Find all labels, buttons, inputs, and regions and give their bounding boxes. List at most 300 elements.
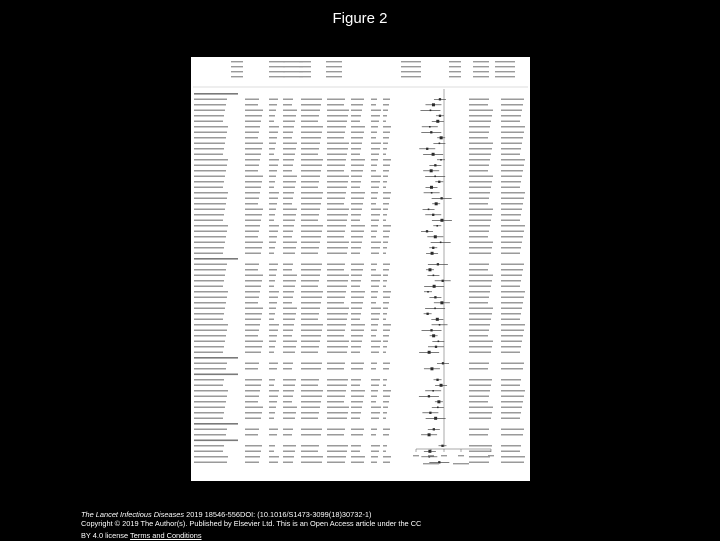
cell-text-blur <box>269 401 277 403</box>
cell-text-blur <box>301 291 323 293</box>
cell-text-blur <box>469 181 492 183</box>
cell-text-blur <box>383 253 386 255</box>
cell-text-blur <box>301 143 320 145</box>
estimate-marker <box>432 390 434 392</box>
cell-text-blur <box>469 319 491 321</box>
cell-text-blur <box>269 368 277 370</box>
cell-text-blur <box>269 390 279 392</box>
cell-text-blur <box>283 341 297 343</box>
cell-text-blur <box>383 341 388 343</box>
cell-text-blur <box>383 165 390 167</box>
cell-text-blur <box>351 330 364 332</box>
cell-text-blur <box>469 456 490 458</box>
cell-text-blur <box>469 104 488 106</box>
cell-text-blur <box>194 203 226 205</box>
cell-text-blur <box>283 407 297 409</box>
cell-text-blur <box>194 462 227 464</box>
cell-text-blur <box>351 198 364 200</box>
cell-text-blur <box>269 148 275 150</box>
cell-text-blur <box>269 242 276 244</box>
cell-text-blur <box>383 335 389 337</box>
estimate-marker <box>430 186 433 189</box>
cell-text-blur <box>301 412 319 414</box>
cell-text-blur <box>327 462 345 464</box>
cell-text-blur <box>383 220 386 222</box>
cell-text-blur <box>269 313 275 315</box>
cell-text-blur <box>327 368 344 370</box>
cell-text-blur <box>245 187 261 189</box>
cell-text-blur <box>371 110 381 112</box>
cell-text-blur <box>351 363 364 365</box>
cell-text-blur <box>351 390 365 392</box>
cell-text-blur <box>301 451 318 453</box>
cell-text-blur <box>194 434 226 436</box>
header-text-blur <box>326 76 342 77</box>
estimate-marker <box>433 275 435 277</box>
cell-text-blur <box>469 126 490 128</box>
cell-text-blur <box>371 121 379 123</box>
cell-text-blur <box>327 352 347 354</box>
cell-text-blur <box>283 165 293 167</box>
cell-text-blur <box>283 324 294 326</box>
cell-text-blur <box>327 110 349 112</box>
cell-text-blur <box>327 242 349 244</box>
cell-text-blur <box>269 159 279 161</box>
estimate-marker <box>432 334 435 337</box>
cell-text-blur <box>269 297 278 299</box>
cell-text-blur <box>269 104 277 106</box>
estimate-marker <box>428 433 431 436</box>
cell-text-blur <box>501 115 521 117</box>
cell-text-blur <box>351 110 362 112</box>
cell-text-blur <box>469 231 489 233</box>
cell-text-blur <box>327 181 348 183</box>
cell-text-blur <box>501 236 523 238</box>
cell-text-blur <box>301 379 319 381</box>
cell-text-blur <box>383 143 388 145</box>
cell-text-blur <box>245 308 263 310</box>
cell-text-blur <box>351 154 360 156</box>
header-text-blur <box>231 76 243 77</box>
cell-text-blur <box>469 297 489 299</box>
cell-text-blur <box>351 143 362 145</box>
cell-text-blur <box>301 154 318 156</box>
cell-text-blur <box>245 335 258 337</box>
cell-text-blur <box>301 280 319 282</box>
cell-text-blur <box>383 407 388 409</box>
cell-text-blur <box>501 176 522 178</box>
cell-text-blur <box>245 181 262 183</box>
cell-text-blur <box>301 115 319 117</box>
cell-text-blur <box>283 264 293 266</box>
cell-text-blur <box>245 214 262 216</box>
estimate-marker <box>436 120 439 123</box>
cell-text-blur <box>245 154 261 156</box>
header-text-blur <box>401 61 421 62</box>
cell-text-blur <box>371 379 380 381</box>
cell-text-blur <box>245 418 261 420</box>
cell-text-blur <box>371 170 376 172</box>
cell-text-blur <box>194 412 224 414</box>
cell-text-blur <box>194 148 224 150</box>
cell-text-blur <box>327 297 345 299</box>
cell-text-blur <box>383 280 387 282</box>
cell-text-blur <box>283 253 295 255</box>
header-text-blur <box>449 76 461 77</box>
cell-text-blur <box>351 159 365 161</box>
cell-text-blur <box>327 176 349 178</box>
cell-text-blur <box>269 154 274 156</box>
cell-text-blur <box>194 181 224 183</box>
cell-text-blur <box>469 346 492 348</box>
estimate-marker <box>429 412 431 414</box>
cell-text-blur <box>501 225 525 227</box>
cell-text-blur <box>194 418 223 420</box>
cell-text-blur <box>351 253 360 255</box>
cell-text-blur <box>351 352 360 354</box>
cell-text-blur <box>469 352 491 354</box>
cell-text-blur <box>194 132 227 134</box>
section-heading-blur <box>194 93 238 95</box>
cell-text-blur <box>245 302 258 304</box>
cell-text-blur <box>501 445 521 447</box>
cell-text-blur <box>327 170 344 172</box>
cell-text-blur <box>383 456 391 458</box>
estimate-marker <box>442 280 444 282</box>
cell-text-blur <box>327 324 346 326</box>
axis-caption-blur <box>453 463 469 464</box>
cell-text-blur <box>371 313 380 315</box>
cell-text-blur <box>383 291 391 293</box>
cell-text-blur <box>371 198 377 200</box>
cell-text-blur <box>351 451 360 453</box>
cell-text-blur <box>383 264 390 266</box>
cell-text-blur <box>469 330 489 332</box>
cell-text-blur <box>327 203 344 205</box>
cell-text-blur <box>383 148 387 150</box>
cell-text-blur <box>383 390 391 392</box>
cell-text-blur <box>194 253 223 255</box>
estimate-marker <box>427 291 429 293</box>
cell-text-blur <box>245 324 260 326</box>
cell-text-blur <box>501 363 524 365</box>
cell-text-blur <box>283 115 296 117</box>
cell-text-blur <box>469 280 492 282</box>
estimate-marker <box>426 148 428 150</box>
cell-text-blur <box>245 341 263 343</box>
cell-text-blur <box>351 181 361 183</box>
terms-link[interactable]: Terms and Conditions <box>130 531 202 540</box>
cell-text-blur <box>371 346 380 348</box>
cell-text-blur <box>269 462 278 464</box>
cell-text-blur <box>383 187 386 189</box>
cell-text-blur <box>469 203 488 205</box>
cell-text-blur <box>501 198 524 200</box>
cell-text-blur <box>301 132 322 134</box>
cell-text-blur <box>501 302 523 304</box>
estimate-marker <box>434 417 437 420</box>
cell-text-blur <box>469 451 491 453</box>
cell-text-blur <box>194 396 227 398</box>
cell-text-blur <box>301 176 320 178</box>
cell-text-blur <box>301 181 319 183</box>
cell-text-blur <box>269 269 277 271</box>
cell-text-blur <box>269 330 278 332</box>
cell-text-blur <box>194 286 223 288</box>
cell-text-blur <box>383 324 391 326</box>
cell-text-blur <box>327 407 349 409</box>
cell-text-blur <box>283 132 293 134</box>
cell-text-blur <box>327 154 347 156</box>
header-text-blur <box>326 66 342 67</box>
cell-text-blur <box>371 143 381 145</box>
cell-text-blur <box>301 242 320 244</box>
cell-text-blur <box>371 236 376 238</box>
estimate-marker <box>428 351 431 354</box>
cell-text-blur <box>301 187 318 189</box>
cell-text-blur <box>469 385 491 387</box>
cell-text-blur <box>327 209 349 211</box>
cell-text-blur <box>301 363 322 365</box>
cell-text-blur <box>301 330 322 332</box>
cell-text-blur <box>283 319 295 321</box>
cell-text-blur <box>283 379 296 381</box>
cell-text-blur <box>383 346 387 348</box>
section-heading-blur <box>194 374 238 376</box>
cell-text-blur <box>351 280 361 282</box>
cell-text-blur <box>351 462 364 464</box>
cell-text-blur <box>501 280 521 282</box>
cell-text-blur <box>269 308 276 310</box>
cell-text-blur <box>269 225 279 227</box>
cell-text-blur <box>383 319 386 321</box>
header-text-blur <box>495 61 515 62</box>
cell-text-blur <box>327 137 344 139</box>
cell-text-blur <box>269 247 275 249</box>
cell-text-blur <box>501 456 525 458</box>
cell-text-blur <box>283 313 296 315</box>
cell-text-blur <box>351 291 365 293</box>
cell-text-blur <box>269 209 276 211</box>
cell-text-blur <box>327 302 344 304</box>
cell-text-blur <box>383 379 387 381</box>
cell-text-blur <box>245 385 261 387</box>
cell-text-blur <box>194 225 228 227</box>
cell-text-blur <box>301 231 322 233</box>
cell-text-blur <box>301 264 322 266</box>
estimate-marker <box>440 159 442 161</box>
cell-text-blur <box>327 264 345 266</box>
cell-text-blur <box>245 275 263 277</box>
cell-text-blur <box>245 148 262 150</box>
cell-text-blur <box>383 247 387 249</box>
estimate-marker <box>434 164 436 166</box>
cell-text-blur <box>469 253 491 255</box>
cell-text-blur <box>469 165 489 167</box>
cell-text-blur <box>283 456 294 458</box>
cell-text-blur <box>283 280 296 282</box>
cell-text-blur <box>469 341 493 343</box>
cell-text-blur <box>371 363 377 365</box>
estimate-marker <box>434 235 437 238</box>
cell-text-blur <box>371 159 378 161</box>
cell-text-blur <box>194 137 226 139</box>
estimate-marker <box>435 346 437 348</box>
cell-text-blur <box>371 269 376 271</box>
cell-text-blur <box>327 429 345 431</box>
cell-text-blur <box>469 445 492 447</box>
cell-text-blur <box>351 209 362 211</box>
cell-text-blur <box>501 330 524 332</box>
cell-text-blur <box>269 99 278 101</box>
cell-text-blur <box>469 264 489 266</box>
cell-text-blur <box>371 286 379 288</box>
cell-text-blur <box>371 297 377 299</box>
cell-text-blur <box>469 379 492 381</box>
cell-text-blur <box>351 269 363 271</box>
cell-text-blur <box>301 203 321 205</box>
cell-text-blur <box>383 154 386 156</box>
cell-text-blur <box>245 291 260 293</box>
cell-text-blur <box>194 280 224 282</box>
x-axis-tick-label-blur <box>413 455 419 456</box>
cell-text-blur <box>327 401 344 403</box>
cell-text-blur <box>327 330 345 332</box>
header-text-blur <box>401 76 421 77</box>
cell-text-blur <box>371 385 379 387</box>
cell-text-blur <box>327 187 347 189</box>
cell-text-blur <box>301 170 321 172</box>
cell-text-blur <box>371 335 376 337</box>
cell-text-blur <box>351 297 364 299</box>
cell-text-blur <box>245 159 260 161</box>
cell-text-blur <box>194 187 223 189</box>
cell-text-blur <box>283 148 296 150</box>
cell-text-blur <box>301 236 321 238</box>
cell-text-blur <box>283 242 297 244</box>
cell-text-blur <box>371 451 379 453</box>
cell-text-blur <box>351 203 363 205</box>
cell-text-blur <box>371 165 377 167</box>
header-text-blur <box>495 76 515 77</box>
cell-text-blur <box>327 104 344 106</box>
cell-text-blur <box>283 418 295 420</box>
cell-text-blur <box>269 280 275 282</box>
cell-text-blur <box>194 390 228 392</box>
header-text-blur <box>473 61 489 62</box>
header-text-blur <box>401 66 421 67</box>
cell-text-blur <box>371 308 381 310</box>
estimate-marker <box>432 103 435 106</box>
cell-text-blur <box>301 192 323 194</box>
estimate-marker <box>440 136 443 139</box>
cell-text-blur <box>469 170 488 172</box>
cell-text-blur <box>383 418 386 420</box>
cell-text-blur <box>269 451 274 453</box>
cell-text-blur <box>351 418 360 420</box>
cell-text-blur <box>245 346 262 348</box>
cell-text-blur <box>371 247 380 249</box>
cell-text-blur <box>501 308 522 310</box>
estimate-marker <box>440 301 443 304</box>
cell-text-blur <box>245 401 258 403</box>
cell-text-blur <box>283 99 293 101</box>
cell-text-blur <box>283 396 293 398</box>
cell-text-blur <box>245 143 263 145</box>
cell-text-blur <box>327 126 346 128</box>
cell-text-blur <box>327 390 346 392</box>
cell-text-blur <box>301 346 319 348</box>
cell-text-blur <box>283 434 292 436</box>
cell-text-blur <box>469 137 488 139</box>
cell-text-blur <box>194 330 227 332</box>
cell-text-blur <box>283 247 296 249</box>
cell-text-blur <box>269 143 276 145</box>
cell-text-blur <box>351 412 361 414</box>
cell-text-blur <box>269 231 278 233</box>
cell-text-blur <box>327 434 344 436</box>
cell-text-blur <box>351 225 365 227</box>
cell-text-blur <box>469 324 490 326</box>
estimate-marker <box>431 252 434 255</box>
cell-text-blur <box>194 401 226 403</box>
cell-text-blur <box>283 225 294 227</box>
cell-text-blur <box>371 214 380 216</box>
cell-text-blur <box>501 187 520 189</box>
cell-text-blur <box>371 330 377 332</box>
cell-text-blur <box>351 176 362 178</box>
header-text-blur <box>231 61 243 62</box>
cell-text-blur <box>371 445 380 447</box>
estimate-marker <box>428 209 430 211</box>
cell-text-blur <box>327 379 348 381</box>
cell-text-blur <box>283 363 293 365</box>
estimate-marker <box>431 192 433 194</box>
cell-text-blur <box>283 121 295 123</box>
cell-text-blur <box>469 242 493 244</box>
cell-text-blur <box>351 242 362 244</box>
header-text-blur <box>269 66 285 67</box>
header-text-blur <box>495 71 515 72</box>
cell-text-blur <box>245 137 258 139</box>
header-text-blur <box>449 66 461 67</box>
estimate-marker <box>437 263 439 265</box>
cell-text-blur <box>194 110 225 112</box>
cell-text-blur <box>371 104 376 106</box>
cell-text-blur <box>194 269 226 271</box>
cell-text-blur <box>194 346 224 348</box>
cell-text-blur <box>245 126 260 128</box>
cell-text-blur <box>283 330 293 332</box>
cell-text-blur <box>245 209 263 211</box>
cell-text-blur <box>194 297 227 299</box>
cell-text-blur <box>371 203 376 205</box>
cell-text-blur <box>501 385 520 387</box>
estimate-marker <box>438 341 440 343</box>
cell-text-blur <box>269 429 278 431</box>
cell-text-blur <box>283 302 292 304</box>
cell-text-blur <box>351 132 364 134</box>
cell-text-blur <box>327 192 346 194</box>
cell-text-blur <box>269 412 275 414</box>
cell-text-blur <box>501 242 522 244</box>
cell-text-blur <box>194 170 226 172</box>
cell-text-blur <box>301 308 320 310</box>
cell-text-blur <box>283 126 294 128</box>
cell-text-blur <box>383 198 390 200</box>
cell-text-blur <box>327 412 348 414</box>
cell-text-blur <box>301 275 320 277</box>
